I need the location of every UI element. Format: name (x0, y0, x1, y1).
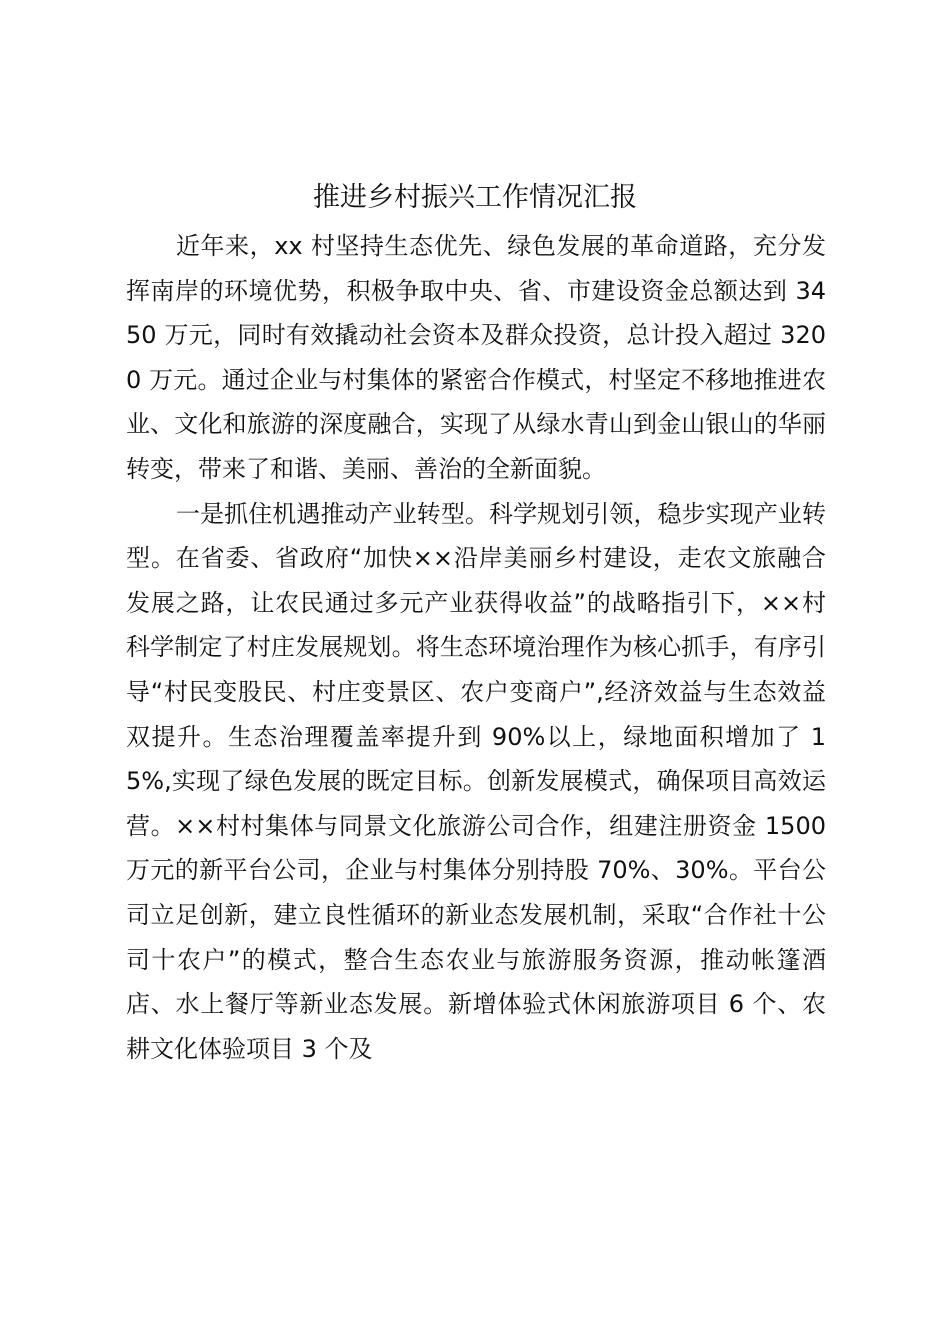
paragraph-intro: 近年来，xx 村坚持生态优先、绿色发展的革命道路，充分发挥南岸的环境优势，积极争取中央、省、市建设资金总额达到 3450 万元，同时有效撬动社会资本及群众投资，总计投入超过 3200 万元。通过企业与村集体的紧密合作模式，村坚定不移地推进农业、文化和旅游的深度融合，实现了从绿水青山到金山银山的华丽转变，带来了和谐、美丽、善治的全新面貌。 (126, 232, 826, 483)
document-title: 推进乡村振兴工作情况汇报 (313, 182, 637, 213)
paragraph-industry-transformation: 一是抓住机遇推动产业转型。科学规划引领，稳步实现产业转型。在省委、省政府“加快××沿岸美丽乡村建设，走农文旅融合发展之路，让农民通过多元产业获得收益”的战略指引下，××村科学制定了村庄发展规划。将生态环境治理作为核心抓手，有序引导“村民变股民、村庄变景区、农户变商户”,经济效益与生态效益双提升。生态治理覆盖率提升到 90%以上，绿地面积增加了 15%,实现了绿色发展的既定目标。创新发展模式，确保项目高效运营。××村村集体与同景文化旅游公司合作，组建注册资金 1500 万元的新平台公司，企业与村集体分别持股 70%、30%。平台公司立足创新，建立良性循环的新业态发展机制，采取“合作社十公司十农户”的模式，整合生态农业与旅游服务资源，推动帐篷酒店、水上餐厅等新业态发展。新增体验式休闲旅游项目 6 个、农耕文化体验项目 3 个及 (126, 499, 826, 1063)
document-body (126, 224, 826, 1071)
